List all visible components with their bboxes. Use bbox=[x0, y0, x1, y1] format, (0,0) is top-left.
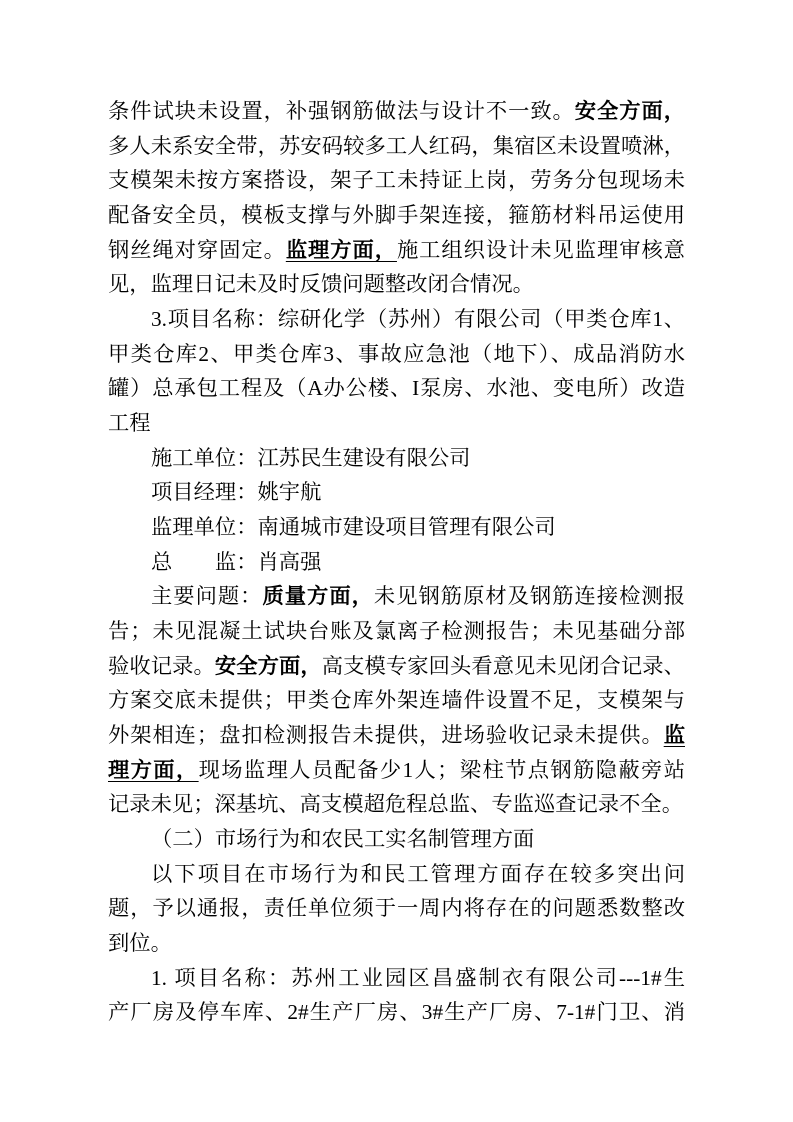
body-text: 告；未见混凝土试块台账及氯离子检测报告；未见基础分部 bbox=[108, 619, 685, 644]
body-text: 施工单位：江苏民生建设有限公司 bbox=[151, 445, 471, 470]
text-line bbox=[108, 510, 685, 545]
body-text: 现场监理人员配备少1人；梁柱节点钢筋隐蔽旁站 bbox=[198, 757, 685, 782]
body-text: 高支模专家回头看意见未见闭合记录、 bbox=[321, 653, 685, 678]
body-text: 以下项目在市场行为和民工管理方面存在较多突出问 bbox=[151, 861, 685, 886]
body-text: 罐）总承包工程及（A办公楼、I泵房、水池、变电所）改造 bbox=[108, 376, 685, 401]
emphasis-text: 质量方面， bbox=[262, 584, 374, 609]
body-text: 题，予以通报，责任单位须于一周内将存在的问题悉数整改 bbox=[108, 896, 685, 921]
body-text: 监理单位：南通城市建设项目管理有限公司 bbox=[151, 515, 556, 540]
text-line bbox=[108, 545, 685, 580]
body-text: 条件试块未设置，补强钢筋做法与设计不一致。 bbox=[108, 99, 575, 123]
text-line bbox=[108, 787, 685, 822]
text-line bbox=[108, 302, 685, 337]
text-line bbox=[108, 614, 685, 649]
emphasis-text: 安全方面， bbox=[214, 653, 322, 678]
emphasis-text: 监理方面， bbox=[285, 237, 397, 262]
body-text: 3.项目名称：综研化学（苏州）有限公司（甲类仓库1、 bbox=[151, 307, 685, 332]
text-line bbox=[108, 718, 685, 753]
body-text: 多人未系安全带，苏安码较多工人红码，集宿区未设置喷淋， bbox=[108, 133, 685, 158]
body-text: 见，监理日记未及时反馈问题整改闭合情况。 bbox=[108, 272, 534, 297]
body-text: 主要问题： bbox=[151, 584, 263, 609]
body-text: 配备安全员，模板支撑与外脚手架连接，箍筋材料吊运使用 bbox=[108, 203, 685, 228]
body-text: 钢丝绳对穿固定。 bbox=[108, 237, 286, 262]
body-text: 支模架未按方案搭设，架子工未持证上岗，劳务分包现场未 bbox=[108, 168, 685, 193]
text-line bbox=[108, 267, 685, 302]
body-text: 产厂房及停车库、2#生产厂房、3#生产厂房、7-1#门卫、消 bbox=[108, 1000, 685, 1025]
text-line bbox=[108, 753, 685, 788]
emphasis-text: 监 bbox=[663, 723, 685, 748]
text-line bbox=[108, 961, 685, 996]
text-line bbox=[108, 857, 685, 892]
text-line bbox=[108, 129, 685, 164]
text-line bbox=[108, 94, 685, 129]
text-line bbox=[108, 891, 685, 926]
body-text: 未见钢筋原材及钢筋连接检测报 bbox=[373, 584, 685, 609]
text-line bbox=[108, 371, 685, 406]
text-line bbox=[108, 337, 685, 372]
body-text: 方案交底未提供；甲类仓库外架连墙件设置不足，支模架与 bbox=[108, 688, 685, 713]
body-text: 工程 bbox=[108, 411, 151, 436]
text-line bbox=[108, 475, 685, 510]
text-line bbox=[108, 995, 685, 1030]
text-line bbox=[108, 649, 685, 684]
text-line bbox=[108, 406, 685, 441]
body-text: 外架相连；盘扣检测报告未提供，进场验收记录未提供。 bbox=[108, 723, 664, 748]
document-body bbox=[108, 94, 685, 1030]
body-text: 记录未见；深基坑、高支模超危程总监、专监巡查记录不全。 bbox=[108, 792, 684, 817]
body-text: 项目经理：姚宇航 bbox=[151, 480, 322, 505]
body-text: 总 监：肖高强 bbox=[151, 549, 322, 574]
body-text: 施工组织设计未见监理审核意 bbox=[396, 237, 685, 262]
text-line bbox=[108, 683, 685, 718]
text-line bbox=[108, 579, 685, 614]
emphasis-text: 理方面， bbox=[108, 757, 199, 782]
emphasis-text: 安全方面， bbox=[574, 99, 685, 123]
text-line bbox=[108, 198, 685, 233]
body-text: 验收记录。 bbox=[108, 653, 215, 678]
text-line bbox=[108, 233, 685, 268]
text-line bbox=[108, 163, 685, 198]
body-text: 到位。 bbox=[108, 931, 172, 956]
body-text: 1. 项目名称：苏州工业园区昌盛制衣有限公司---1#生 bbox=[151, 965, 685, 990]
body-text: 甲类仓库2、甲类仓库3、事故应急池（地下）、成品消防水 bbox=[108, 341, 685, 366]
text-line bbox=[108, 441, 685, 476]
text-line bbox=[108, 926, 685, 961]
text-line bbox=[108, 822, 685, 857]
body-text: （二）市场行为和农民工实名制管理方面 bbox=[151, 827, 535, 852]
